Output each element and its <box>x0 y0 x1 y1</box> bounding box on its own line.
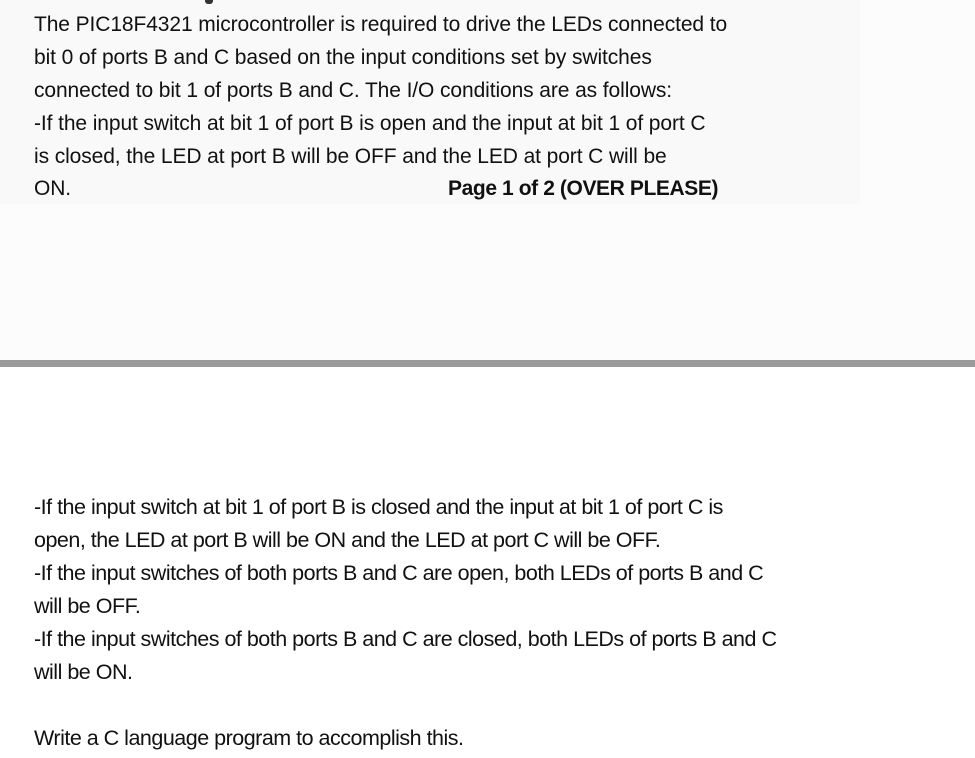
condition-4-line-1: -If the input switches of both ports B and C are closed, both LEDs of ports B and C <box>34 627 777 651</box>
condition-2-line-1: -If the input switch at bit 1 of port B is closed and the input at bit 1 of port C is <box>34 495 723 519</box>
condition-4-line-2: will be ON. <box>34 660 133 684</box>
condition-3-line-1: -If the input switches of both ports B and C are open, both LEDs of ports B and C <box>34 561 764 585</box>
condition-1-line-1: -If the input switch at bit 1 of port B is open and the input at bit 1 of port C <box>34 112 706 135</box>
problem-line-1: The PIC18F4321 microcontroller is required to drive the LEDs connected to <box>34 13 728 36</box>
page-one-region <box>0 0 975 360</box>
page-divider <box>0 360 975 367</box>
condition-3-line-2: will be OFF. <box>34 594 141 618</box>
condition-1-line-2: is closed, the LED at port B will be OFF and the LED at port C will be <box>34 145 667 168</box>
condition-2-line-2: open, the LED at port B will be ON and the LED at port C will be OFF. <box>34 528 661 552</box>
ink-mark <box>205 0 213 4</box>
problem-line-3: connected to bit 1 of ports B and C. The I/O conditions are as follows: <box>34 79 673 102</box>
problem-line-2: bit 0 of ports B and C based on the input conditions set by switches <box>34 46 652 69</box>
condition-1-line-3: ON. <box>34 177 72 200</box>
page-note: Page 1 of 2 (OVER PLEASE) <box>448 177 719 200</box>
task-instruction: Write a C language program to accomplish this. <box>34 726 464 750</box>
